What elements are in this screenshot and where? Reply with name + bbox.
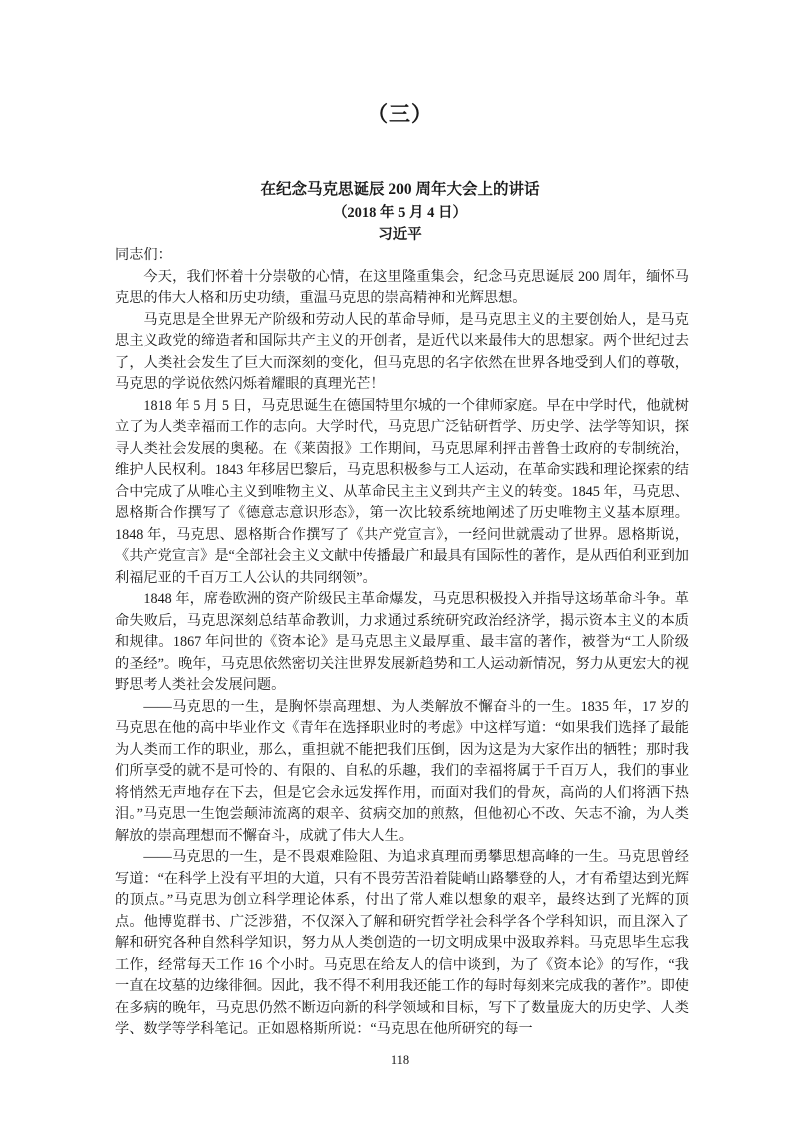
- salutation: 同志们：: [115, 247, 172, 263]
- paragraph: 1848 年，席卷欧洲的资产阶级民主革命爆发，马克思积极投入并指导这场革命斗争。革命失败后，马克思深刻总结革命教训，力求通过系统研究政治经济学，揭示资本主义的本质和规律。1867 年问世的《资本论》是马克思主义最厚重、最丰富的著作，被誉为“工人阶级的圣经”。晚年，马克思依然密切关注世界发展新趋势和工人运动新情况，努力从更宏大的视野思考人类社会发展问题。: [115, 591, 689, 693]
- doc-title: 在纪念马克思诞辰 200 周年大会上的讲话: [260, 181, 540, 198]
- title-block: [0, 180, 800, 245]
- doc-date: （2018 年 5 月 4 日）: [332, 205, 468, 221]
- paragraph: 今天，我们怀着十分崇敬的心情，在这里隆重集会，纪念马克思诞辰 200 周年，缅怀马克思的伟大人格和历史功绩，重温马克思的崇高精神和光辉思想。: [115, 268, 689, 306]
- paragraph: ——马克思的一生，是胸怀崇高理想、为人类解放不懈奋斗的一生。1835 年，17 岁的马克思在他的高中毕业作文《青年在选择职业时的考虑》中这样写道：“如果我们选择了最能为人类而工作的职业，那么，重担就不能把我们压倒，因为这是为大家作出的牺牲；那时我们所享受的就不是可怜的、有限的、自私的乐趣，我们的幸福将属于千百万人，我们的事业将悄然无声地存在下去，但是它会永远发挥作用，而面对我们的骨灰，高尚的人们将洒下热泪。”马克思一生饱尝颠沛流离的艰辛、贫病交加的煎熬，但他初心不改、矢志不渝，为人类解放的崇高理想而不懈奋斗，成就了伟大人生。: [115, 698, 689, 844]
- page-number: 118: [390, 1053, 410, 1067]
- paragraph: 马克思是全世界无产阶级和劳动人民的革命导师，是马克思主义的主要创始人，是马克思主义政党的缔造者和国际共产主义的开创者，是近代以来最伟大的思想家。两个世纪过去了，人类社会发生了巨大而深刻的变化，但马克思的名字依然在世界各地受到人们的尊敬，马克思的学说依然闪烁着耀眼的真理光芒！: [115, 311, 689, 392]
- section-heading: （三）: [367, 102, 433, 126]
- document-body: [115, 245, 689, 1041]
- paragraph: 1818 年 5 月 5 日，马克思诞生在德国特里尔城的一个律师家庭。早在中学时代，他就树立了为人类幸福而工作的志向。大学时代，马克思广泛钻研哲学、历史学、法学等知识，探寻人类社会发展的奥秘。在《莱茵报》工作期间，马克思犀利抨击普鲁士政府的专制统治，维护人民权利。1843 年移居巴黎后，马克思积极参与工人运动，在革命实践和理论探索的结合中完成了从唯心主义到唯物主义、从革命民主主义到共产主义的转变。1845 年，马克思、恩格斯合作撰写了《德意志意识形态》，第一次比较系统地阐述了历史唯物主义基本原理。1848 年，马克思、恩格斯合作撰写了《共产党宣言》，一经问世就震动了世界。恩格斯说，《共产党宣言》是“全部社会主义文献中传播最广和最具有国际性的著作，是从西伯利亚到加利福尼亚的千百万工人公认的共同纲领”。: [115, 397, 689, 586]
- doc-author: 习近平: [378, 227, 422, 243]
- paragraph: ——马克思的一生，是不畏艰难险阻、为追求真理而勇攀思想高峰的一生。马克思曾经写道：“在科学上没有平坦的大道，只有不畏劳苦沿着陡峭山路攀登的人，才有希望达到光辉的顶点。”马克思为创立科学理论体系，付出了常人难以想象的艰辛，最终达到了光辉的顶点。他博览群书、广泛涉猎，不仅深入了解和研究哲学社会科学各个学科知识，而且深入了解和研究各种自然科学知识，努力从人类创造的一切文明成果中汲取养料。马克思毕生忘我工作，经常每天工作 16 个小时。马克思在给友人的信中谈到，为了《资本论》的写作，“我一直在坟墓的边缘徘徊。因此，我不得不利用我还能工作的每时每刻来完成我的著作”。即使在多病的晚年，马克思仍然不断迈向新的科学领域和目标，写下了数量庞大的历史学、人类学、数学等学科笔记。正如恩格斯所说：“马克思在他所研究的每一: [115, 849, 689, 1037]
